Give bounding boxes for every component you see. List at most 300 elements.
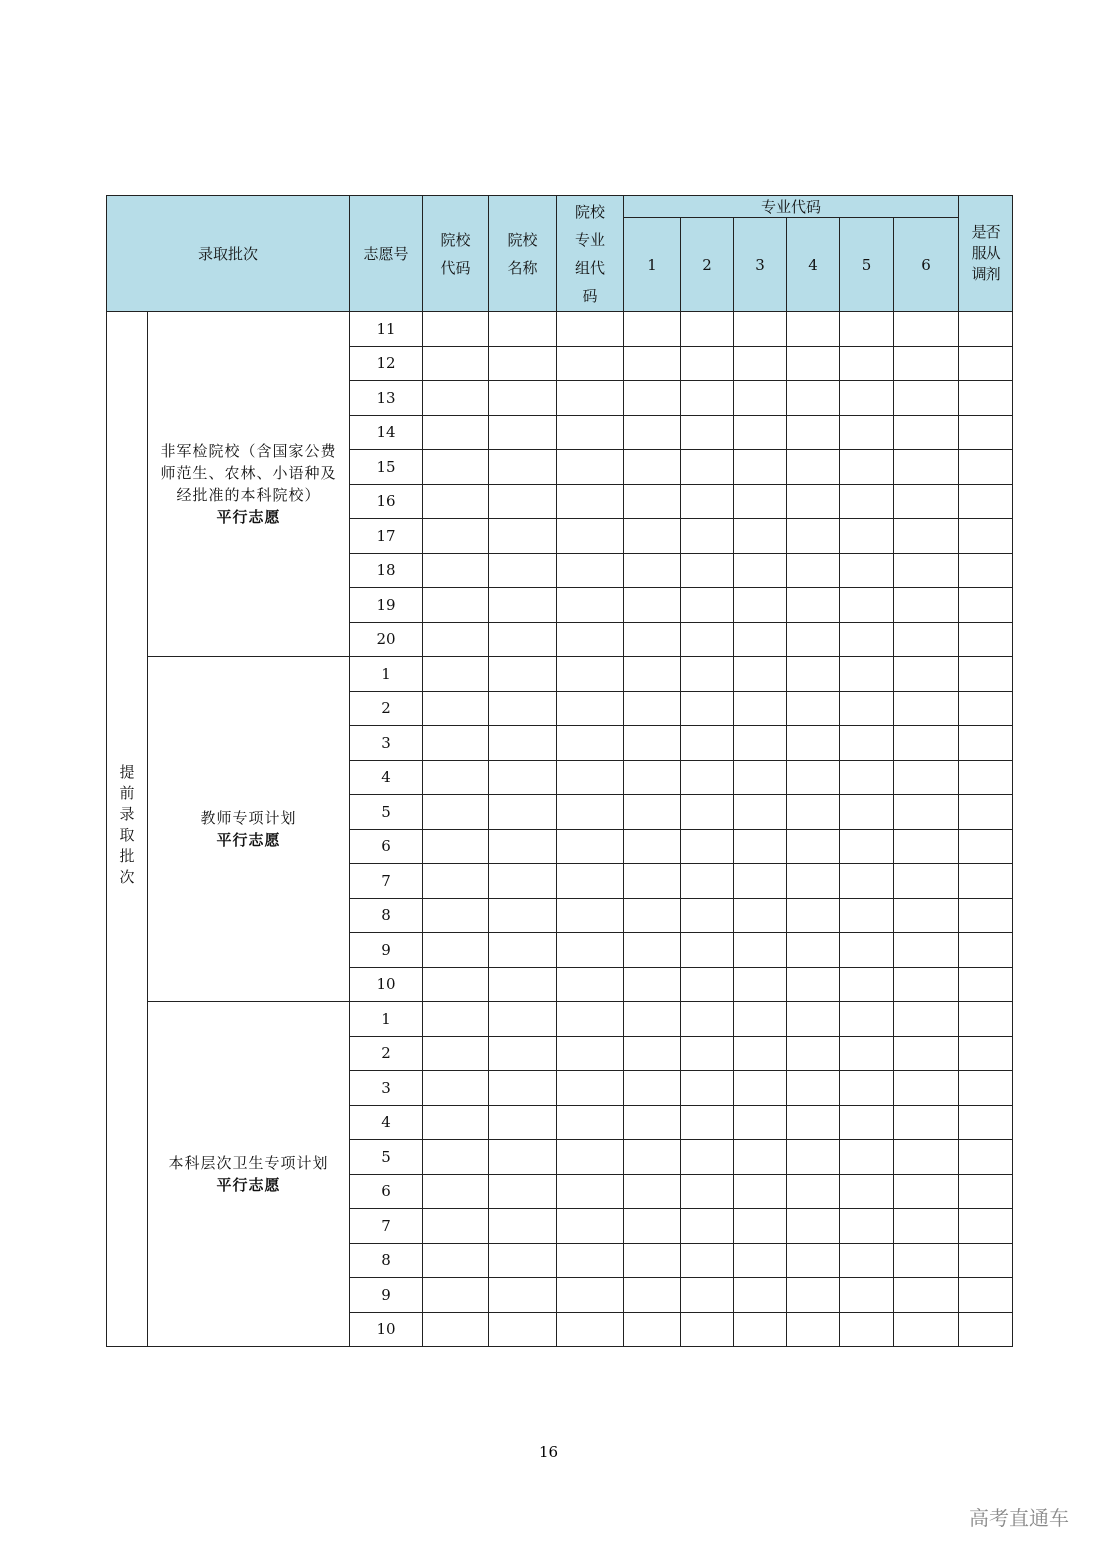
input-cell[interactable] <box>734 898 787 933</box>
input-cell[interactable] <box>557 312 624 347</box>
input-cell[interactable] <box>681 864 734 899</box>
input-cell[interactable] <box>557 760 624 795</box>
input-cell[interactable] <box>734 933 787 968</box>
input-cell[interactable] <box>489 726 557 761</box>
input-cell[interactable] <box>959 1036 1013 1071</box>
input-cell[interactable] <box>959 1071 1013 1106</box>
input-cell[interactable] <box>787 622 840 657</box>
input-cell[interactable] <box>557 1105 624 1140</box>
input-cell[interactable] <box>734 553 787 588</box>
input-cell[interactable] <box>734 1140 787 1175</box>
input-cell[interactable] <box>734 450 787 485</box>
input-cell[interactable] <box>489 795 557 830</box>
input-cell[interactable] <box>557 1312 624 1347</box>
input-cell[interactable] <box>734 1174 787 1209</box>
input-cell[interactable] <box>681 760 734 795</box>
input-cell[interactable] <box>840 1174 894 1209</box>
input-cell[interactable] <box>423 726 489 761</box>
input-cell[interactable] <box>557 1036 624 1071</box>
input-cell[interactable] <box>681 346 734 381</box>
input-cell[interactable] <box>557 1278 624 1313</box>
input-cell[interactable] <box>894 933 959 968</box>
input-cell[interactable] <box>423 691 489 726</box>
input-cell[interactable] <box>681 795 734 830</box>
input-cell[interactable] <box>489 312 557 347</box>
input-cell[interactable] <box>681 1243 734 1278</box>
input-cell[interactable] <box>624 864 681 899</box>
input-cell[interactable] <box>681 726 734 761</box>
input-cell[interactable] <box>787 381 840 416</box>
input-cell[interactable] <box>489 622 557 657</box>
input-cell[interactable] <box>734 1312 787 1347</box>
input-cell[interactable] <box>624 346 681 381</box>
input-cell[interactable] <box>489 829 557 864</box>
input-cell[interactable] <box>681 933 734 968</box>
input-cell[interactable] <box>840 691 894 726</box>
input-cell[interactable] <box>681 1312 734 1347</box>
input-cell[interactable] <box>624 760 681 795</box>
input-cell[interactable] <box>959 588 1013 623</box>
input-cell[interactable] <box>423 864 489 899</box>
input-cell[interactable] <box>681 519 734 554</box>
input-cell[interactable] <box>787 1036 840 1071</box>
input-cell[interactable] <box>787 829 840 864</box>
input-cell[interactable] <box>959 898 1013 933</box>
input-cell[interactable] <box>840 898 894 933</box>
input-cell[interactable] <box>423 1105 489 1140</box>
input-cell[interactable] <box>734 415 787 450</box>
input-cell[interactable] <box>423 519 489 554</box>
input-cell[interactable] <box>734 484 787 519</box>
input-cell[interactable] <box>787 1071 840 1106</box>
input-cell[interactable] <box>840 864 894 899</box>
input-cell[interactable] <box>681 415 734 450</box>
input-cell[interactable] <box>734 967 787 1002</box>
input-cell[interactable] <box>787 1105 840 1140</box>
input-cell[interactable] <box>734 1278 787 1313</box>
input-cell[interactable] <box>423 1243 489 1278</box>
input-cell[interactable] <box>423 760 489 795</box>
input-cell[interactable] <box>959 829 1013 864</box>
input-cell[interactable] <box>787 1312 840 1347</box>
input-cell[interactable] <box>959 1105 1013 1140</box>
input-cell[interactable] <box>734 381 787 416</box>
input-cell[interactable] <box>894 622 959 657</box>
input-cell[interactable] <box>787 553 840 588</box>
input-cell[interactable] <box>787 933 840 968</box>
input-cell[interactable] <box>557 898 624 933</box>
input-cell[interactable] <box>894 588 959 623</box>
input-cell[interactable] <box>423 346 489 381</box>
input-cell[interactable] <box>423 1312 489 1347</box>
input-cell[interactable] <box>734 1105 787 1140</box>
input-cell[interactable] <box>423 795 489 830</box>
input-cell[interactable] <box>624 1071 681 1106</box>
input-cell[interactable] <box>557 1002 624 1037</box>
input-cell[interactable] <box>894 1105 959 1140</box>
input-cell[interactable] <box>894 760 959 795</box>
input-cell[interactable] <box>423 657 489 692</box>
input-cell[interactable] <box>959 484 1013 519</box>
input-cell[interactable] <box>959 1209 1013 1244</box>
input-cell[interactable] <box>787 691 840 726</box>
input-cell[interactable] <box>787 1140 840 1175</box>
input-cell[interactable] <box>787 346 840 381</box>
input-cell[interactable] <box>423 381 489 416</box>
input-cell[interactable] <box>959 967 1013 1002</box>
input-cell[interactable] <box>423 415 489 450</box>
input-cell[interactable] <box>557 864 624 899</box>
input-cell[interactable] <box>557 553 624 588</box>
input-cell[interactable] <box>787 864 840 899</box>
input-cell[interactable] <box>840 1036 894 1071</box>
input-cell[interactable] <box>894 415 959 450</box>
input-cell[interactable] <box>894 829 959 864</box>
input-cell[interactable] <box>557 484 624 519</box>
input-cell[interactable] <box>840 381 894 416</box>
input-cell[interactable] <box>557 1243 624 1278</box>
input-cell[interactable] <box>557 829 624 864</box>
input-cell[interactable] <box>681 484 734 519</box>
input-cell[interactable] <box>624 415 681 450</box>
input-cell[interactable] <box>423 1002 489 1037</box>
input-cell[interactable] <box>557 967 624 1002</box>
input-cell[interactable] <box>894 898 959 933</box>
input-cell[interactable] <box>423 622 489 657</box>
input-cell[interactable] <box>681 829 734 864</box>
input-cell[interactable] <box>787 898 840 933</box>
input-cell[interactable] <box>489 967 557 1002</box>
input-cell[interactable] <box>840 588 894 623</box>
input-cell[interactable] <box>840 657 894 692</box>
input-cell[interactable] <box>840 1278 894 1313</box>
input-cell[interactable] <box>624 450 681 485</box>
input-cell[interactable] <box>840 1243 894 1278</box>
input-cell[interactable] <box>624 381 681 416</box>
input-cell[interactable] <box>787 312 840 347</box>
input-cell[interactable] <box>681 588 734 623</box>
input-cell[interactable] <box>894 726 959 761</box>
input-cell[interactable] <box>840 829 894 864</box>
input-cell[interactable] <box>557 415 624 450</box>
input-cell[interactable] <box>681 381 734 416</box>
input-cell[interactable] <box>840 726 894 761</box>
input-cell[interactable] <box>624 657 681 692</box>
input-cell[interactable] <box>423 1209 489 1244</box>
input-cell[interactable] <box>489 1312 557 1347</box>
input-cell[interactable] <box>624 312 681 347</box>
input-cell[interactable] <box>959 415 1013 450</box>
input-cell[interactable] <box>894 1209 959 1244</box>
input-cell[interactable] <box>959 726 1013 761</box>
input-cell[interactable] <box>734 760 787 795</box>
input-cell[interactable] <box>489 864 557 899</box>
input-cell[interactable] <box>423 829 489 864</box>
input-cell[interactable] <box>681 1209 734 1244</box>
input-cell[interactable] <box>624 588 681 623</box>
input-cell[interactable] <box>624 1174 681 1209</box>
input-cell[interactable] <box>489 760 557 795</box>
input-cell[interactable] <box>894 312 959 347</box>
input-cell[interactable] <box>489 1002 557 1037</box>
input-cell[interactable] <box>894 1071 959 1106</box>
input-cell[interactable] <box>840 1071 894 1106</box>
input-cell[interactable] <box>894 553 959 588</box>
input-cell[interactable] <box>423 1174 489 1209</box>
input-cell[interactable] <box>787 1209 840 1244</box>
input-cell[interactable] <box>489 519 557 554</box>
input-cell[interactable] <box>734 519 787 554</box>
input-cell[interactable] <box>557 346 624 381</box>
input-cell[interactable] <box>894 1140 959 1175</box>
input-cell[interactable] <box>787 795 840 830</box>
input-cell[interactable] <box>734 346 787 381</box>
input-cell[interactable] <box>787 415 840 450</box>
input-cell[interactable] <box>840 933 894 968</box>
input-cell[interactable] <box>734 657 787 692</box>
input-cell[interactable] <box>894 1312 959 1347</box>
input-cell[interactable] <box>489 691 557 726</box>
input-cell[interactable] <box>624 553 681 588</box>
input-cell[interactable] <box>734 588 787 623</box>
input-cell[interactable] <box>624 829 681 864</box>
input-cell[interactable] <box>681 622 734 657</box>
input-cell[interactable] <box>557 519 624 554</box>
input-cell[interactable] <box>624 1140 681 1175</box>
input-cell[interactable] <box>624 622 681 657</box>
input-cell[interactable] <box>894 657 959 692</box>
input-cell[interactable] <box>787 519 840 554</box>
input-cell[interactable] <box>787 967 840 1002</box>
input-cell[interactable] <box>489 933 557 968</box>
input-cell[interactable] <box>624 1243 681 1278</box>
input-cell[interactable] <box>787 760 840 795</box>
input-cell[interactable] <box>840 1312 894 1347</box>
input-cell[interactable] <box>489 1036 557 1071</box>
input-cell[interactable] <box>681 553 734 588</box>
input-cell[interactable] <box>489 1278 557 1313</box>
input-cell[interactable] <box>787 484 840 519</box>
input-cell[interactable] <box>489 1243 557 1278</box>
input-cell[interactable] <box>734 1071 787 1106</box>
input-cell[interactable] <box>489 484 557 519</box>
input-cell[interactable] <box>681 1002 734 1037</box>
input-cell[interactable] <box>734 795 787 830</box>
input-cell[interactable] <box>624 1209 681 1244</box>
input-cell[interactable] <box>734 1002 787 1037</box>
input-cell[interactable] <box>840 1002 894 1037</box>
input-cell[interactable] <box>894 967 959 1002</box>
input-cell[interactable] <box>959 691 1013 726</box>
input-cell[interactable] <box>557 381 624 416</box>
input-cell[interactable] <box>681 967 734 1002</box>
input-cell[interactable] <box>489 450 557 485</box>
input-cell[interactable] <box>894 795 959 830</box>
input-cell[interactable] <box>489 346 557 381</box>
input-cell[interactable] <box>489 553 557 588</box>
input-cell[interactable] <box>840 450 894 485</box>
input-cell[interactable] <box>959 312 1013 347</box>
input-cell[interactable] <box>840 1209 894 1244</box>
input-cell[interactable] <box>681 898 734 933</box>
input-cell[interactable] <box>624 933 681 968</box>
input-cell[interactable] <box>557 1140 624 1175</box>
input-cell[interactable] <box>894 1036 959 1071</box>
input-cell[interactable] <box>894 864 959 899</box>
input-cell[interactable] <box>489 381 557 416</box>
input-cell[interactable] <box>959 381 1013 416</box>
input-cell[interactable] <box>894 1174 959 1209</box>
input-cell[interactable] <box>959 622 1013 657</box>
input-cell[interactable] <box>489 1174 557 1209</box>
input-cell[interactable] <box>959 1002 1013 1037</box>
input-cell[interactable] <box>489 415 557 450</box>
input-cell[interactable] <box>681 1174 734 1209</box>
input-cell[interactable] <box>624 726 681 761</box>
input-cell[interactable] <box>840 484 894 519</box>
input-cell[interactable] <box>557 657 624 692</box>
input-cell[interactable] <box>557 1071 624 1106</box>
input-cell[interactable] <box>681 312 734 347</box>
input-cell[interactable] <box>959 1140 1013 1175</box>
input-cell[interactable] <box>959 519 1013 554</box>
input-cell[interactable] <box>624 1105 681 1140</box>
input-cell[interactable] <box>557 795 624 830</box>
input-cell[interactable] <box>787 450 840 485</box>
input-cell[interactable] <box>840 312 894 347</box>
input-cell[interactable] <box>423 1278 489 1313</box>
input-cell[interactable] <box>423 898 489 933</box>
input-cell[interactable] <box>959 760 1013 795</box>
input-cell[interactable] <box>423 967 489 1002</box>
input-cell[interactable] <box>557 691 624 726</box>
input-cell[interactable] <box>489 1140 557 1175</box>
input-cell[interactable] <box>489 898 557 933</box>
input-cell[interactable] <box>787 726 840 761</box>
input-cell[interactable] <box>557 622 624 657</box>
input-cell[interactable] <box>840 967 894 1002</box>
input-cell[interactable] <box>787 657 840 692</box>
input-cell[interactable] <box>840 1140 894 1175</box>
input-cell[interactable] <box>624 967 681 1002</box>
input-cell[interactable] <box>734 829 787 864</box>
input-cell[interactable] <box>734 864 787 899</box>
input-cell[interactable] <box>681 450 734 485</box>
input-cell[interactable] <box>840 519 894 554</box>
input-cell[interactable] <box>787 1278 840 1313</box>
input-cell[interactable] <box>894 1278 959 1313</box>
input-cell[interactable] <box>624 1002 681 1037</box>
input-cell[interactable] <box>557 588 624 623</box>
input-cell[interactable] <box>423 933 489 968</box>
input-cell[interactable] <box>734 1036 787 1071</box>
input-cell[interactable] <box>894 450 959 485</box>
input-cell[interactable] <box>959 1312 1013 1347</box>
input-cell[interactable] <box>734 1209 787 1244</box>
input-cell[interactable] <box>624 795 681 830</box>
input-cell[interactable] <box>894 1243 959 1278</box>
input-cell[interactable] <box>787 1243 840 1278</box>
input-cell[interactable] <box>894 381 959 416</box>
input-cell[interactable] <box>894 484 959 519</box>
input-cell[interactable] <box>489 657 557 692</box>
input-cell[interactable] <box>557 726 624 761</box>
input-cell[interactable] <box>840 553 894 588</box>
input-cell[interactable] <box>423 484 489 519</box>
input-cell[interactable] <box>840 346 894 381</box>
input-cell[interactable] <box>423 312 489 347</box>
input-cell[interactable] <box>787 1174 840 1209</box>
input-cell[interactable] <box>423 1140 489 1175</box>
input-cell[interactable] <box>489 1105 557 1140</box>
input-cell[interactable] <box>894 519 959 554</box>
input-cell[interactable] <box>959 933 1013 968</box>
input-cell[interactable] <box>681 1278 734 1313</box>
input-cell[interactable] <box>959 657 1013 692</box>
input-cell[interactable] <box>624 519 681 554</box>
input-cell[interactable] <box>959 553 1013 588</box>
input-cell[interactable] <box>624 1312 681 1347</box>
input-cell[interactable] <box>423 588 489 623</box>
input-cell[interactable] <box>681 657 734 692</box>
input-cell[interactable] <box>423 1071 489 1106</box>
input-cell[interactable] <box>959 1243 1013 1278</box>
input-cell[interactable] <box>624 691 681 726</box>
input-cell[interactable] <box>489 588 557 623</box>
input-cell[interactable] <box>681 1140 734 1175</box>
input-cell[interactable] <box>840 415 894 450</box>
input-cell[interactable] <box>734 1243 787 1278</box>
input-cell[interactable] <box>734 622 787 657</box>
input-cell[interactable] <box>787 1002 840 1037</box>
input-cell[interactable] <box>557 1209 624 1244</box>
input-cell[interactable] <box>557 933 624 968</box>
input-cell[interactable] <box>734 312 787 347</box>
input-cell[interactable] <box>557 450 624 485</box>
input-cell[interactable] <box>959 450 1013 485</box>
input-cell[interactable] <box>894 1002 959 1037</box>
input-cell[interactable] <box>894 691 959 726</box>
input-cell[interactable] <box>681 1036 734 1071</box>
input-cell[interactable] <box>959 346 1013 381</box>
input-cell[interactable] <box>423 553 489 588</box>
input-cell[interactable] <box>624 1278 681 1313</box>
input-cell[interactable] <box>840 760 894 795</box>
input-cell[interactable] <box>624 484 681 519</box>
input-cell[interactable] <box>681 1105 734 1140</box>
input-cell[interactable] <box>840 1105 894 1140</box>
input-cell[interactable] <box>787 588 840 623</box>
input-cell[interactable] <box>959 864 1013 899</box>
input-cell[interactable] <box>624 898 681 933</box>
input-cell[interactable] <box>840 622 894 657</box>
input-cell[interactable] <box>959 1278 1013 1313</box>
input-cell[interactable] <box>681 691 734 726</box>
input-cell[interactable] <box>423 450 489 485</box>
input-cell[interactable] <box>624 1036 681 1071</box>
input-cell[interactable] <box>734 726 787 761</box>
input-cell[interactable] <box>681 1071 734 1106</box>
input-cell[interactable] <box>557 1174 624 1209</box>
input-cell[interactable] <box>489 1071 557 1106</box>
input-cell[interactable] <box>489 1209 557 1244</box>
input-cell[interactable] <box>423 1036 489 1071</box>
input-cell[interactable] <box>894 346 959 381</box>
input-cell[interactable] <box>734 691 787 726</box>
input-cell[interactable] <box>840 795 894 830</box>
input-cell[interactable] <box>959 795 1013 830</box>
input-cell[interactable] <box>959 1174 1013 1209</box>
